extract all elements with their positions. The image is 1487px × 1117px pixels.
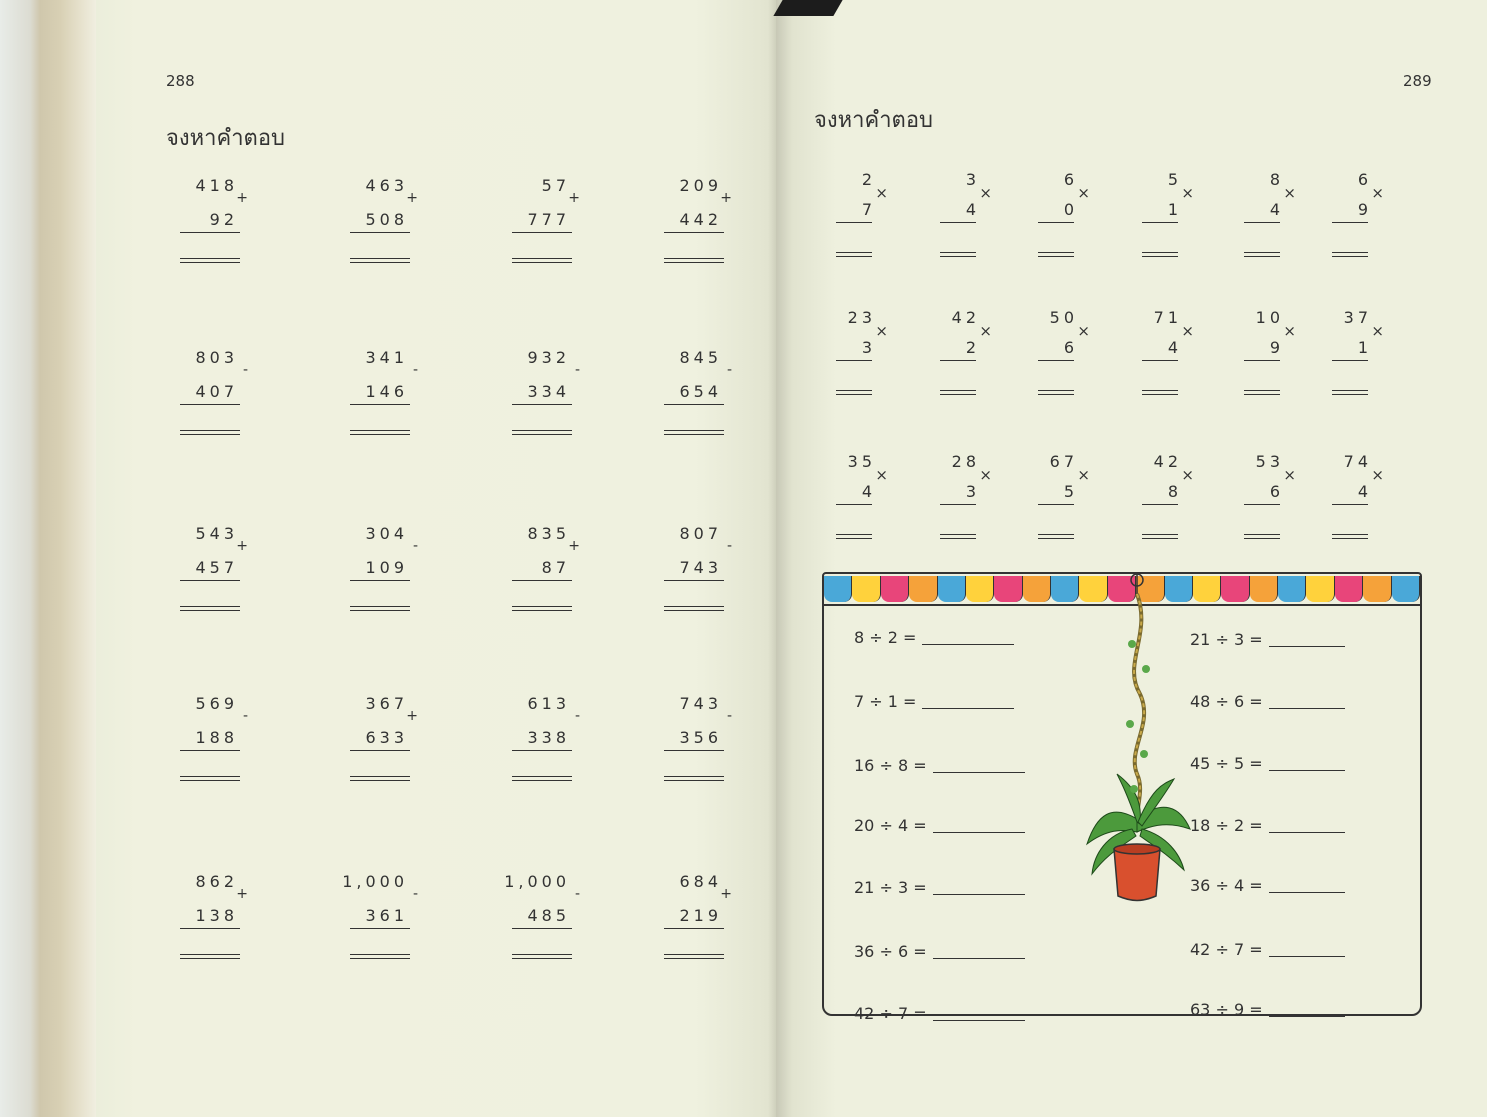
operator-sign: +: [236, 538, 248, 554]
top-number: 1,000: [504, 872, 570, 891]
top-number: 2: [861, 170, 876, 189]
multiplication-problem: [1034, 168, 1104, 268]
arithmetic-problem: [508, 344, 598, 454]
arithmetic-problem: [660, 344, 750, 454]
bottom-number: 3: [965, 482, 980, 501]
equation-text: 7 ÷ 1 =: [854, 692, 917, 711]
division-equation: [854, 942, 1025, 961]
bottom-number: 7: [861, 200, 876, 219]
answer-double-rule: [1244, 390, 1280, 395]
top-number: 42: [1153, 452, 1182, 471]
bottom-number: 92: [209, 210, 238, 229]
answer-rule: [836, 360, 872, 361]
equation-text: 48 ÷ 6 =: [1190, 692, 1263, 711]
operator-sign: +: [568, 538, 580, 554]
awning-stripe: [1363, 576, 1391, 602]
answer-rule: [664, 580, 724, 581]
top-number: 8: [1269, 170, 1284, 189]
answer-double-rule: [1142, 534, 1178, 539]
answer-double-rule: [836, 252, 872, 257]
awning-stripe: [1278, 576, 1306, 602]
awning-stripe: [909, 576, 937, 602]
bottom-number: 508: [365, 210, 408, 229]
division-equation: [1190, 1000, 1345, 1019]
awning-stripe: [1392, 576, 1420, 602]
division-equation: [854, 878, 1025, 897]
bottom-number: 3: [861, 338, 876, 357]
operator-sign: ×: [875, 322, 888, 340]
top-number: 543: [195, 524, 238, 543]
top-number: 57: [541, 176, 570, 195]
answer-double-rule: [180, 776, 240, 781]
top-number: 37: [1343, 308, 1372, 327]
answer-blank[interactable]: [1269, 646, 1345, 647]
top-number: 613: [527, 694, 570, 713]
answer-rule: [940, 222, 976, 223]
top-number: 463: [365, 176, 408, 195]
top-number: 10: [1255, 308, 1284, 327]
top-number: 932: [527, 348, 570, 367]
answer-rule: [512, 928, 572, 929]
operator-sign: -: [726, 362, 732, 378]
answer-rule: [1244, 504, 1280, 505]
answer-rule: [1142, 360, 1178, 361]
operator-sign: -: [242, 362, 248, 378]
multiplication-problem: [936, 168, 1006, 268]
top-number: 304: [365, 524, 408, 543]
answer-double-rule: [180, 258, 240, 263]
bottom-number: 146: [365, 382, 408, 401]
equation-text: 42 ÷ 7 =: [854, 1004, 927, 1023]
division-equation: [854, 692, 1014, 711]
right-heading: จงหาคำตอบ: [814, 108, 934, 133]
answer-double-rule: [512, 258, 572, 263]
operator-sign: ×: [1181, 466, 1194, 484]
awning-stripe: [966, 576, 994, 602]
top-number: 341: [365, 348, 408, 367]
answer-rule: [350, 232, 410, 233]
operator-sign: -: [574, 886, 580, 902]
book-spine-shadow: [773, 0, 842, 16]
equation-text: 21 ÷ 3 =: [1190, 630, 1263, 649]
answer-double-rule: [1244, 534, 1280, 539]
bottom-number: 9: [1357, 200, 1372, 219]
answer-double-rule: [350, 606, 410, 611]
arithmetic-problem: [660, 520, 750, 630]
answer-double-rule: [836, 390, 872, 395]
answer-rule: [940, 360, 976, 361]
top-number: 418: [195, 176, 238, 195]
answer-blank[interactable]: [1269, 1016, 1345, 1017]
bottom-number: 0: [1063, 200, 1078, 219]
multiplication-problem: [936, 450, 1006, 550]
answer-double-rule: [836, 534, 872, 539]
operator-sign: -: [412, 538, 418, 554]
answer-blank[interactable]: [933, 1020, 1025, 1021]
answer-rule: [350, 928, 410, 929]
answer-rule: [1142, 222, 1178, 223]
operator-sign: ×: [1371, 184, 1384, 202]
bottom-number: 457: [195, 558, 238, 577]
left-heading: จงหาคำตอบ: [166, 126, 286, 151]
top-number: 807: [679, 524, 722, 543]
top-number: 74: [1343, 452, 1372, 471]
awning-stripe: [1193, 576, 1221, 602]
answer-double-rule: [1332, 534, 1368, 539]
answer-double-rule: [180, 606, 240, 611]
bottom-number: 777: [527, 210, 570, 229]
arithmetic-problem: [346, 690, 436, 800]
top-number: 743: [679, 694, 722, 713]
top-number: 803: [195, 348, 238, 367]
operator-sign: ×: [1283, 466, 1296, 484]
operator-sign: -: [242, 708, 248, 724]
operator-sign: ×: [979, 322, 992, 340]
operator-sign: -: [574, 708, 580, 724]
multiplication-problem: [1240, 306, 1310, 406]
operator-sign: -: [726, 708, 732, 724]
operator-sign: +: [406, 708, 418, 724]
multiplication-problem: [1138, 450, 1208, 550]
answer-rule: [1038, 504, 1074, 505]
bottom-number: 743: [679, 558, 722, 577]
multiplication-problem: [1138, 168, 1208, 268]
answer-double-rule: [350, 954, 410, 959]
top-number: 67: [1049, 452, 1078, 471]
bottom-number: 1: [1167, 200, 1182, 219]
arithmetic-problem: [508, 520, 598, 630]
top-number: 845: [679, 348, 722, 367]
answer-blank[interactable]: [1269, 832, 1345, 833]
answer-rule: [836, 222, 872, 223]
multiplication-problem: [1138, 306, 1208, 406]
answer-rule: [1244, 222, 1280, 223]
answer-double-rule: [664, 430, 724, 435]
answer-rule: [1142, 504, 1178, 505]
awning-stripe: [1221, 576, 1249, 602]
bottom-number: 4: [861, 482, 876, 501]
answer-double-rule: [664, 606, 724, 611]
awning-stripe: [1250, 576, 1278, 602]
bottom-number: 356: [679, 728, 722, 747]
answer-double-rule: [512, 776, 572, 781]
answer-rule: [180, 580, 240, 581]
answer-double-rule: [350, 258, 410, 263]
answer-rule: [512, 580, 572, 581]
answer-rule: [664, 404, 724, 405]
arithmetic-problem: [504, 868, 598, 978]
answer-double-rule: [664, 776, 724, 781]
bottom-number: 361: [365, 906, 408, 925]
division-equation: [854, 816, 1025, 835]
arithmetic-problem: [342, 868, 436, 978]
awning-stripe: [824, 576, 852, 602]
answer-rule: [1332, 504, 1368, 505]
answer-double-rule: [1038, 534, 1074, 539]
bottom-number: 9: [1269, 338, 1284, 357]
answer-rule: [350, 750, 410, 751]
operator-sign: ×: [979, 184, 992, 202]
multiplication-problem: [1328, 450, 1398, 550]
answer-rule: [512, 404, 572, 405]
hanging-plant-illustration: [1082, 574, 1192, 904]
operator-sign: ×: [875, 466, 888, 484]
equation-text: 16 ÷ 8 =: [854, 756, 927, 775]
multiplication-problem: [1034, 306, 1104, 406]
arithmetic-problem: [346, 520, 436, 630]
top-number: 53: [1255, 452, 1284, 471]
top-number: 835: [527, 524, 570, 543]
top-number: 6: [1063, 170, 1078, 189]
bottom-number: 338: [527, 728, 570, 747]
answer-double-rule: [1332, 390, 1368, 395]
equation-text: 36 ÷ 4 =: [1190, 876, 1263, 895]
bottom-number: 334: [527, 382, 570, 401]
awning-stripe: [1051, 576, 1079, 602]
operator-sign: ×: [875, 184, 888, 202]
operator-sign: ×: [1077, 466, 1090, 484]
multiplication-problem: [1328, 306, 1398, 406]
multiplication-problem: [1240, 168, 1310, 268]
awning-stripe: [881, 576, 909, 602]
answer-double-rule: [180, 430, 240, 435]
answer-double-rule: [1142, 252, 1178, 257]
arithmetic-problem: [176, 172, 266, 282]
answer-rule: [836, 504, 872, 505]
answer-rule: [1038, 360, 1074, 361]
top-number: 1,000: [342, 872, 408, 891]
operator-sign: +: [720, 190, 732, 206]
awning-stripe: [994, 576, 1022, 602]
equation-text: 63 ÷ 9 =: [1190, 1000, 1263, 1019]
multiplication-problem: [1328, 168, 1398, 268]
answer-blank[interactable]: [1269, 892, 1345, 893]
arithmetic-problem: [660, 172, 750, 282]
bottom-number: 8: [1167, 482, 1182, 501]
arithmetic-problem: [176, 520, 266, 630]
operator-sign: +: [720, 886, 732, 902]
answer-double-rule: [512, 430, 572, 435]
answer-rule: [940, 504, 976, 505]
answer-double-rule: [350, 430, 410, 435]
answer-rule: [350, 580, 410, 581]
bottom-number: 4: [965, 200, 980, 219]
answer-double-rule: [664, 954, 724, 959]
arithmetic-problem: [346, 344, 436, 454]
bottom-number: 219: [679, 906, 722, 925]
equation-text: 42 ÷ 7 =: [1190, 940, 1263, 959]
bottom-number: 138: [195, 906, 238, 925]
answer-blank[interactable]: [1269, 708, 1345, 709]
answer-rule: [1038, 222, 1074, 223]
operator-sign: -: [726, 538, 732, 554]
bottom-number: 188: [195, 728, 238, 747]
top-number: 28: [951, 452, 980, 471]
answer-blank[interactable]: [933, 958, 1025, 959]
top-number: 23: [847, 308, 876, 327]
operator-sign: ×: [1371, 322, 1384, 340]
top-number: 42: [951, 308, 980, 327]
top-number: 367: [365, 694, 408, 713]
left-page-number: 288: [166, 72, 195, 90]
arithmetic-problem: [660, 868, 750, 978]
operator-sign: ×: [1077, 322, 1090, 340]
answer-double-rule: [940, 252, 976, 257]
multiplication-problem: [832, 168, 902, 268]
operator-sign: ×: [1371, 466, 1384, 484]
answer-double-rule: [512, 954, 572, 959]
arithmetic-problem: [176, 344, 266, 454]
top-number: 862: [195, 872, 238, 891]
arithmetic-problem: [346, 172, 436, 282]
answer-double-rule: [1142, 390, 1178, 395]
answer-double-rule: [940, 390, 976, 395]
top-number: 3: [965, 170, 980, 189]
awning-stripe: [1023, 576, 1051, 602]
multiplication-problem: [1034, 450, 1104, 550]
answer-rule: [512, 232, 572, 233]
arithmetic-problem: [508, 690, 598, 800]
book-edge: [0, 0, 96, 1117]
awning-stripe: [1335, 576, 1363, 602]
answer-rule: [664, 928, 724, 929]
equation-text: 21 ÷ 3 =: [854, 878, 927, 897]
division-equation: [1190, 876, 1345, 895]
answer-double-rule: [1332, 252, 1368, 257]
operator-sign: +: [236, 190, 248, 206]
division-equation: [1190, 816, 1345, 835]
arithmetic-problem: [508, 172, 598, 282]
answer-rule: [664, 750, 724, 751]
operator-sign: -: [574, 362, 580, 378]
bottom-number: 485: [527, 906, 570, 925]
arithmetic-problem: [176, 690, 266, 800]
division-equation: [854, 756, 1025, 775]
operator-sign: +: [406, 190, 418, 206]
division-equation: [1190, 692, 1345, 711]
answer-blank[interactable]: [933, 832, 1025, 833]
awning-stripe: [1306, 576, 1334, 602]
bottom-number: 654: [679, 382, 722, 401]
division-equation: [854, 1004, 1025, 1023]
bottom-number: 4: [1167, 338, 1182, 357]
answer-double-rule: [180, 954, 240, 959]
bottom-number: 2: [965, 338, 980, 357]
operator-sign: ×: [1181, 184, 1194, 202]
answer-blank[interactable]: [933, 772, 1025, 773]
equation-text: 8 ÷ 2 =: [854, 628, 917, 647]
answer-rule: [350, 404, 410, 405]
answer-rule: [664, 232, 724, 233]
bottom-number: 633: [365, 728, 408, 747]
arithmetic-problem: [660, 690, 750, 800]
multiplication-problem: [1240, 450, 1310, 550]
operator-sign: ×: [1283, 184, 1296, 202]
operator-sign: -: [412, 886, 418, 902]
multiplication-problem: [832, 306, 902, 406]
answer-blank[interactable]: [922, 644, 1014, 645]
bottom-number: 5: [1063, 482, 1078, 501]
answer-double-rule: [1244, 252, 1280, 257]
right-page-number: 289: [1403, 72, 1432, 90]
bottom-number: 442: [679, 210, 722, 229]
multiplication-problem: [936, 306, 1006, 406]
equation-text: 45 ÷ 5 =: [1190, 754, 1263, 773]
awning-stripe: [938, 576, 966, 602]
answer-double-rule: [350, 776, 410, 781]
answer-blank[interactable]: [933, 894, 1025, 895]
top-number: 71: [1153, 308, 1182, 327]
answer-double-rule: [512, 606, 572, 611]
bottom-number: 407: [195, 382, 238, 401]
top-number: 209: [679, 176, 722, 195]
bottom-number: 1: [1357, 338, 1372, 357]
answer-double-rule: [1038, 390, 1074, 395]
top-number: 35: [847, 452, 876, 471]
operator-sign: -: [412, 362, 418, 378]
operator-sign: ×: [1181, 322, 1194, 340]
answer-blank[interactable]: [1269, 956, 1345, 957]
division-equation: [854, 628, 1014, 647]
top-number: 684: [679, 872, 722, 891]
top-number: 5: [1167, 170, 1182, 189]
answer-blank[interactable]: [1269, 770, 1345, 771]
bottom-number: 109: [365, 558, 408, 577]
bottom-number: 4: [1269, 200, 1284, 219]
operator-sign: +: [236, 886, 248, 902]
answer-rule: [1332, 222, 1368, 223]
bottom-number: 6: [1063, 338, 1078, 357]
answer-rule: [180, 404, 240, 405]
answer-double-rule: [1038, 252, 1074, 257]
top-number: 50: [1049, 308, 1078, 327]
operator-sign: +: [568, 190, 580, 206]
answer-double-rule: [664, 258, 724, 263]
bottom-number: 6: [1269, 482, 1284, 501]
operator-sign: ×: [1283, 322, 1296, 340]
top-number: 6: [1357, 170, 1372, 189]
operator-sign: ×: [1077, 184, 1090, 202]
top-number: 569: [195, 694, 238, 713]
division-equation: [1190, 940, 1345, 959]
answer-rule: [512, 750, 572, 751]
answer-double-rule: [940, 534, 976, 539]
answer-rule: [1244, 360, 1280, 361]
equation-text: 20 ÷ 4 =: [854, 816, 927, 835]
arithmetic-problem: [176, 868, 266, 978]
answer-rule: [180, 928, 240, 929]
division-equation: [1190, 754, 1345, 773]
operator-sign: ×: [979, 466, 992, 484]
awning-stripe: [852, 576, 880, 602]
answer-blank[interactable]: [922, 708, 1014, 709]
bottom-number: 87: [541, 558, 570, 577]
answer-rule: [180, 232, 240, 233]
multiplication-problem: [832, 450, 902, 550]
equation-text: 36 ÷ 6 =: [854, 942, 927, 961]
equation-text: 18 ÷ 2 =: [1190, 816, 1263, 835]
bottom-number: 4: [1357, 482, 1372, 501]
answer-rule: [180, 750, 240, 751]
answer-rule: [1332, 360, 1368, 361]
division-equation: [1190, 630, 1345, 649]
